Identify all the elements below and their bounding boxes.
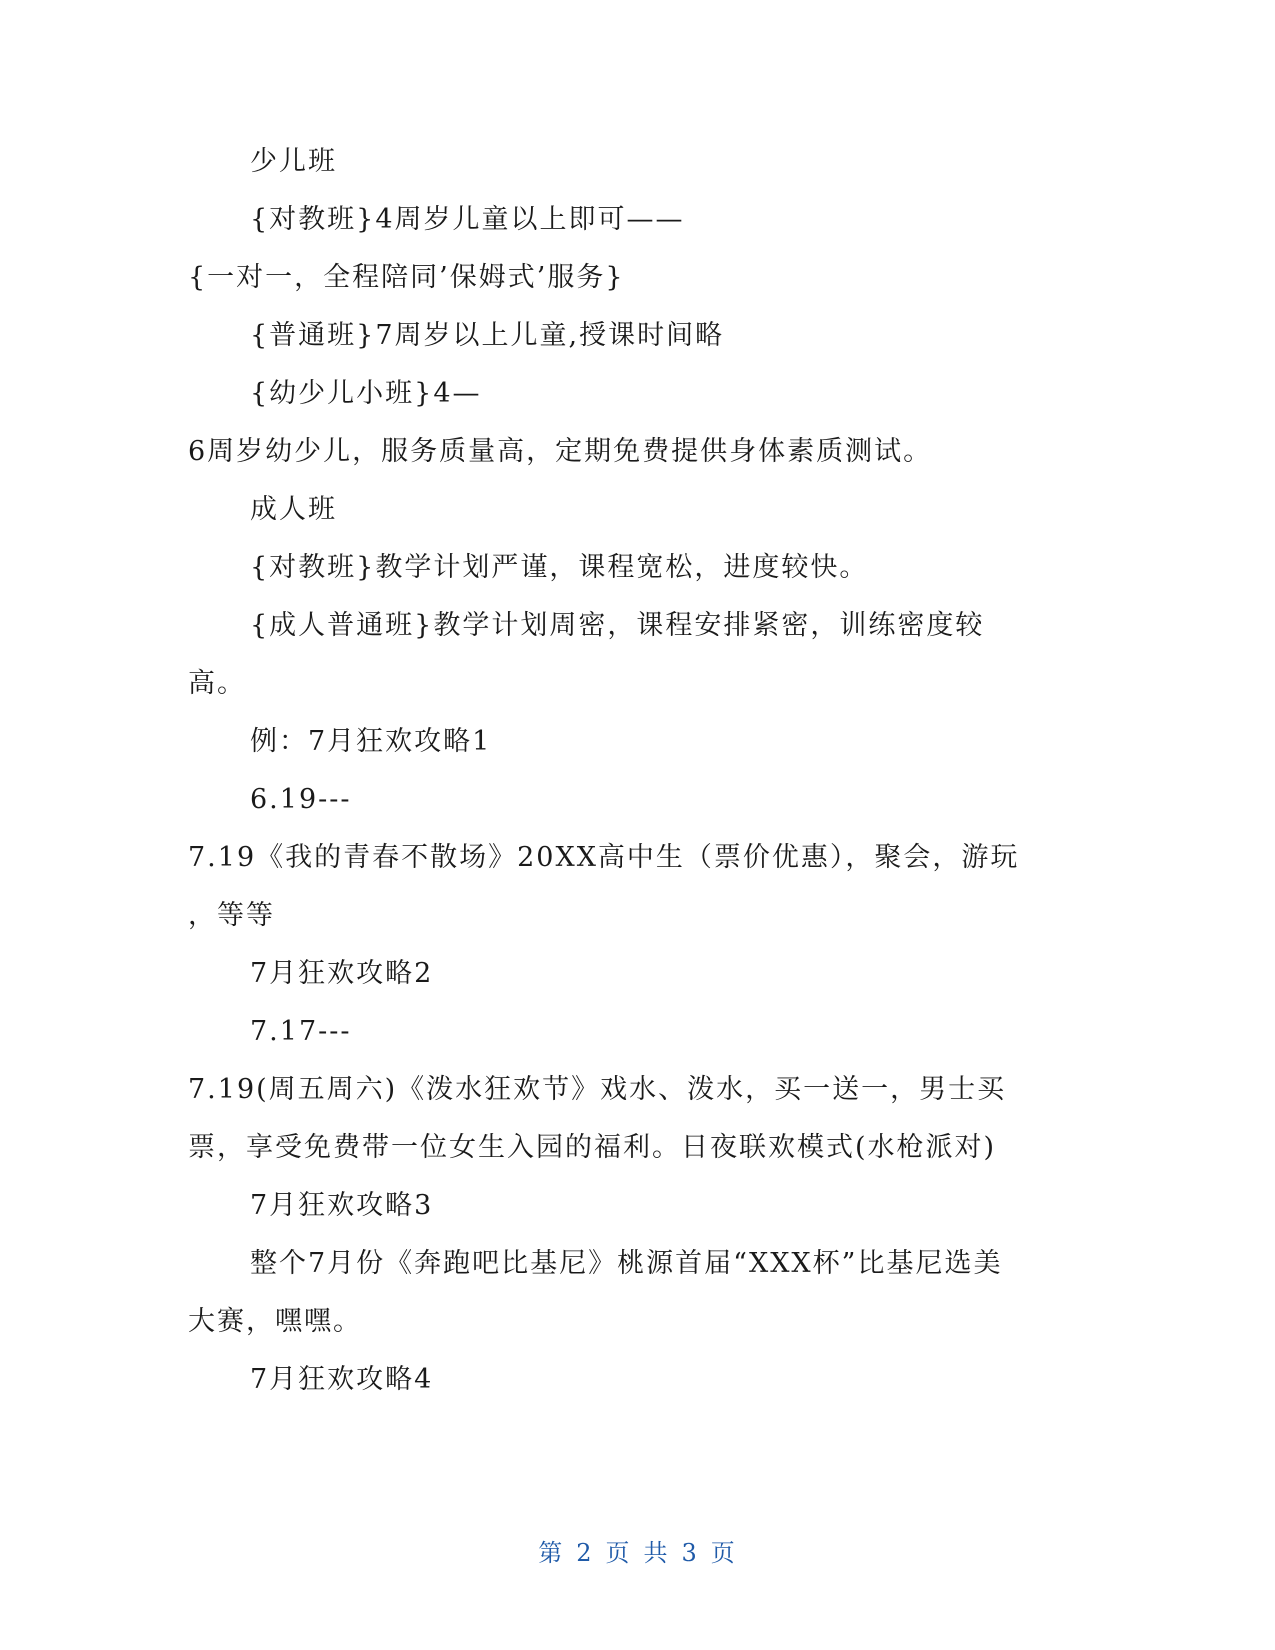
paragraph-line: {对教班}4周岁儿童以上即可—— (250, 204, 685, 235)
page-footer (0, 1537, 1275, 1569)
paragraph-line: {普通班}7周岁以上儿童,授课时间略 (250, 320, 725, 351)
example-heading: 例：7月狂欢攻略1 (250, 726, 492, 757)
date-range-line: 6.19--- (250, 784, 352, 815)
paragraph-line: ，等等 (188, 900, 275, 931)
paragraph-line: 7.19《我的青春不散场》20XX高中生（票价优惠），聚会，游玩 (188, 842, 1020, 873)
date-range-line: 7.17--- (250, 1016, 352, 1047)
paragraph-line: {幼少儿小班}4— (250, 378, 482, 409)
footer-total-word: 共 (643, 1539, 670, 1567)
paragraph-line: 7.19(周五周六)《泼水狂欢节》戏水、泼水，买一送一，男士买 (188, 1074, 1007, 1105)
footer-suffix: 页 (710, 1539, 737, 1567)
current-page-number: 2 (576, 1539, 594, 1567)
paragraph-line: 整个7月份《奔跑吧比基尼》桃源首届“XXX杯”比基尼选美 (250, 1248, 1003, 1279)
paragraph-line: {对教班}教学计划严谨，课程宽松，进度较快。 (250, 552, 869, 583)
section-heading-adults: 成人班 (250, 494, 337, 525)
footer-page-word: 页 (605, 1539, 632, 1567)
strategy-heading: 7月狂欢攻略3 (250, 1190, 434, 1221)
footer-prefix: 第 (538, 1539, 565, 1567)
paragraph-line: {一对一，全程陪同’保姆式’服务} (188, 262, 625, 293)
paragraph-line: 6周岁幼少儿，服务质量高，定期免费提供身体素质测试。 (188, 436, 933, 467)
section-heading-children: 少儿班 (250, 146, 337, 177)
strategy-heading: 7月狂欢攻略2 (250, 958, 434, 989)
paragraph-line: 票，享受免费带一位女生入园的福利。日夜联欢模式(水枪派对) (188, 1132, 997, 1163)
strategy-heading: 7月狂欢攻略4 (250, 1364, 434, 1395)
total-page-number: 3 (681, 1539, 699, 1567)
paragraph-line: 大赛，嘿嘿。 (188, 1306, 362, 1337)
paragraph-line: 高。 (188, 668, 246, 699)
paragraph-line: {成人普通班}教学计划周密，课程安排紧密，训练密度较 (250, 610, 985, 641)
